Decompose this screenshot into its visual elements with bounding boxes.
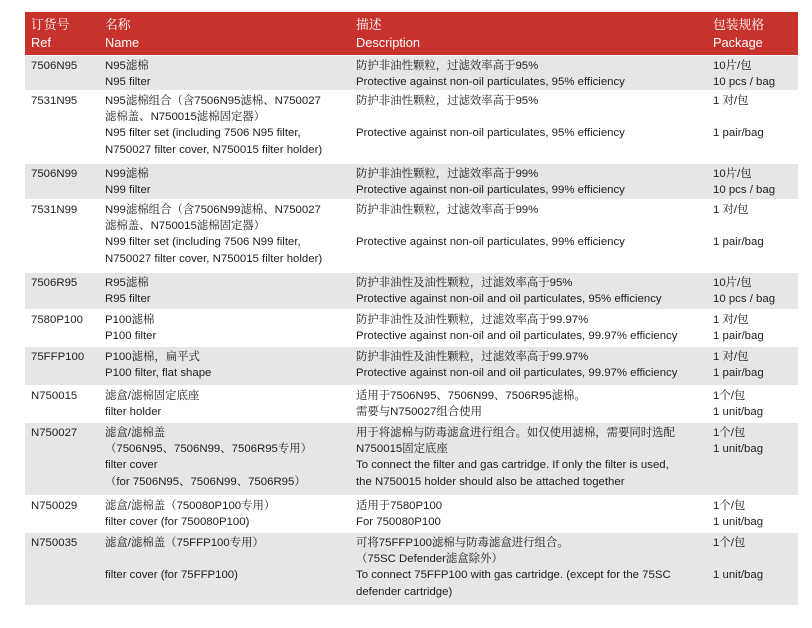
- cell-package-line: 1 对/包: [713, 314, 749, 326]
- cell-description-line: 用于将滤棉与防毒滤盒进行组合。如仅使用滤棉，需要同时选配: [356, 427, 675, 439]
- cell-ref: [25, 56, 105, 90]
- cell-name-line: P100滤棉，扁平式: [105, 351, 200, 363]
- cell-package-line: 1个/包: [713, 500, 746, 512]
- cell-package-line: 1 unit/bag: [713, 443, 764, 456]
- cell-description: [356, 310, 713, 346]
- table-row: [25, 385, 798, 422]
- table-row: [25, 346, 798, 385]
- cell-description: [356, 91, 713, 163]
- cell-package: [713, 347, 798, 385]
- header-name: 名称 Name: [105, 17, 140, 50]
- cell-ref-line: 7506R95: [31, 277, 78, 289]
- cell-description-line: Protective against non-oil and oil particulates, 99.97% efficiency: [356, 330, 678, 343]
- cell-name: [105, 310, 356, 346]
- cell-description: [356, 273, 713, 309]
- cell-name-line: 滤盒/滤棉盖（75FFP100专用）: [105, 537, 264, 549]
- cell-package-line: 1 pair/bag: [713, 367, 764, 380]
- cell-name-line: [105, 551, 356, 567]
- cell-package-line: 1 对/包: [713, 95, 749, 107]
- cell-package-line: [713, 457, 798, 473]
- cell-description-line: To connect 75FFP100 with gas cartridge. (except for the 75SC: [356, 569, 671, 582]
- cell-name-line: filter holder: [105, 406, 162, 419]
- cell-description-line: To connect the filter and gas cartridge. If only the filter is used,: [356, 459, 669, 472]
- cell-ref: [25, 533, 105, 605]
- table-row: [25, 90, 798, 163]
- cell-name-line: 滤盒/滤棉盖: [105, 427, 166, 439]
- cell-description: [356, 56, 713, 90]
- cell-description-line: [356, 142, 713, 158]
- cell-name-line: 滤盒/滤棉盖（750080P100专用）: [105, 500, 276, 512]
- cell-name-line: P100 filter, flat shape: [105, 367, 212, 380]
- cell-name-line: N99滤棉组合（含7506N99滤棉、N750027: [105, 204, 321, 216]
- cell-package-line: 10 pcs / bag: [713, 293, 776, 306]
- cell-package-line: [713, 251, 798, 267]
- cell-ref: [25, 423, 105, 495]
- cell-ref: [25, 200, 105, 272]
- table-row: [25, 199, 798, 272]
- cell-ref: [25, 496, 105, 532]
- cell-description: [356, 164, 713, 199]
- cell-name-line: R95滤棉: [105, 277, 149, 289]
- cell-description-line: Protective against non-oil particulates, 95% efficiency: [356, 76, 625, 89]
- table-body: [25, 55, 798, 605]
- cell-description-line: 适用于7580P100: [356, 500, 443, 512]
- cell-description-line: 防护非油性颗粒，过滤效率高于99%: [356, 168, 539, 180]
- cell-package: [713, 533, 798, 605]
- header-ref: 订货号 Ref: [31, 17, 70, 50]
- cell-name-line: 滤棉盖、N750015滤棉固定器）: [105, 111, 266, 124]
- cell-name: [105, 273, 356, 309]
- cell-package-line: [713, 218, 798, 234]
- cell-description-line: N750015固定底座: [356, 443, 448, 456]
- cell-description: [356, 386, 713, 422]
- cell-ref: [25, 310, 105, 346]
- cell-name: [105, 423, 356, 495]
- cell-name-line: N750027 filter cover, N750015 filter holder): [105, 252, 323, 265]
- cell-description-line: （75SC Defender滤盒除外）: [356, 553, 503, 566]
- cell-package-line: 1 pair/bag: [713, 330, 764, 343]
- cell-name-line: N95滤棉: [105, 60, 149, 72]
- cell-ref-line: 7531N99: [31, 204, 78, 216]
- cell-description: [356, 200, 713, 272]
- cell-name-line: N99 filter: [105, 184, 151, 197]
- cell-name-line: （7506N95、7506N99、7506R95专用）: [105, 443, 313, 456]
- cell-description: [356, 533, 713, 605]
- table-row: [25, 272, 798, 309]
- cell-description: [356, 347, 713, 385]
- cell-package-line: 10 pcs / bag: [713, 184, 776, 197]
- cell-ref-line: N750035: [31, 537, 78, 549]
- cell-package-line: 1 对/包: [713, 351, 749, 363]
- cell-ref: [25, 164, 105, 199]
- cell-package-line: 10片/包: [713, 168, 752, 180]
- table-row: [25, 163, 798, 199]
- cell-package: [713, 91, 798, 163]
- cell-package-line: 1 pair/bag: [713, 127, 764, 140]
- cell-name-line: 滤盒/滤棉固定底座: [105, 390, 200, 402]
- cell-package: [713, 164, 798, 199]
- cell-name-line: （for 7506N95、7506N99、7506R95）: [105, 475, 306, 488]
- cell-description-line: For 750080P100: [356, 516, 441, 529]
- header-package: 包装规格 Package: [713, 17, 765, 50]
- cell-name-line: filter cover: [105, 459, 158, 472]
- cell-name-line: filter cover (for 75FFP100): [105, 569, 238, 582]
- cell-description-line: 防护非油性及油性颗粒，过滤效率高于99.97%: [356, 351, 589, 363]
- cell-description-line: 防护非油性颗粒，过滤效率高于95%: [356, 95, 539, 107]
- table-row: [25, 532, 798, 605]
- cell-package: [713, 423, 798, 495]
- cell-package-line: 10 pcs / bag: [713, 76, 776, 89]
- cell-description: [356, 423, 713, 495]
- cell-description-line: 需要与N750027组合使用: [356, 406, 482, 419]
- cell-name: [105, 533, 356, 605]
- cell-name-line: filter cover (for 750080P100): [105, 516, 250, 529]
- cell-description-line: Protective against non-oil and oil particulates, 99.97% efficiency: [356, 367, 678, 380]
- cell-ref: [25, 386, 105, 422]
- cell-package-line: 1 unit/bag: [713, 569, 764, 582]
- cell-description-line: [356, 251, 713, 267]
- table-header: [25, 12, 798, 55]
- cell-name: [105, 386, 356, 422]
- cell-name: [105, 91, 356, 163]
- cell-description-line: [356, 109, 713, 125]
- cell-name: [105, 347, 356, 385]
- cell-name-line: N95 filter: [105, 76, 151, 89]
- table-row: [25, 495, 798, 532]
- cell-description: [356, 496, 713, 532]
- cell-ref-line: 7531N95: [31, 95, 78, 107]
- cell-package-line: 1 unit/bag: [713, 406, 764, 419]
- cell-package-line: [713, 474, 798, 490]
- cell-description-line: defender cartridge): [356, 585, 453, 598]
- table-row: [25, 309, 798, 346]
- cell-description-line: 防护非油性及油性颗粒，过滤效率高于99.97%: [356, 314, 589, 326]
- cell-package-line: [713, 551, 798, 567]
- cell-description-line: Protective against non-oil particulates, 95% efficiency: [356, 127, 625, 140]
- cell-package-line: 1个/包: [713, 390, 746, 402]
- cell-package: [713, 386, 798, 422]
- cell-description-line: 防护非油性颗粒，过滤效率高于95%: [356, 60, 539, 72]
- cell-description-line: Protective against non-oil particulates, 99% efficiency: [356, 184, 625, 197]
- cell-ref: [25, 273, 105, 309]
- cell-ref-line: 7506N95: [31, 60, 78, 72]
- cell-name-line: 滤棉盖、N750015滤棉固定器）: [105, 220, 266, 233]
- cell-package-line: 1个/包: [713, 537, 746, 549]
- cell-description-line: 可将75FFP100滤棉与防毒滤盒进行组合。: [356, 537, 569, 549]
- cell-name: [105, 496, 356, 532]
- cell-package: [713, 273, 798, 309]
- cell-name-line: [105, 584, 356, 600]
- cell-package-line: 1 对/包: [713, 204, 749, 216]
- cell-package-line: [713, 142, 798, 158]
- cell-description-line: Protective against non-oil particulates, 99% efficiency: [356, 236, 625, 249]
- cell-ref-line: N750015: [31, 390, 78, 402]
- cell-name-line: N99 filter set (including 7506 N99 filter,: [105, 236, 301, 249]
- cell-package: [713, 200, 798, 272]
- cell-package-line: [713, 584, 798, 600]
- cell-package: [713, 496, 798, 532]
- cell-name-line: P100 filter: [105, 330, 157, 343]
- cell-package-line: 1 unit/bag: [713, 516, 764, 529]
- cell-description-line: [356, 218, 713, 234]
- cell-name-line: P100滤棉: [105, 314, 155, 326]
- header-description: 描述 Description: [356, 17, 421, 50]
- cell-description-line: 防护非油性颗粒，过滤效率高于99%: [356, 204, 539, 216]
- cell-description-line: 防护非油性及油性颗粒，过滤效率高于95%: [356, 277, 573, 289]
- table-row: [25, 422, 798, 495]
- cell-package-line: [713, 109, 798, 125]
- cell-name-line: N750027 filter cover, N750015 filter holder): [105, 143, 323, 156]
- cell-package: [713, 56, 798, 90]
- cell-description-line: the N750015 holder should also be attached together: [356, 475, 625, 488]
- cell-name: [105, 56, 356, 90]
- cell-ref: [25, 347, 105, 385]
- cell-name-line: N95滤棉组合（含7506N95滤棉、N750027: [105, 95, 321, 107]
- cell-package: [713, 310, 798, 346]
- cell-package-line: 1 pair/bag: [713, 236, 764, 249]
- cell-name-line: N99滤棉: [105, 168, 149, 180]
- cell-ref-line: 7506N99: [31, 168, 78, 180]
- cell-package-line: 10片/包: [713, 277, 752, 289]
- cell-ref-line: 75FFP100: [31, 351, 85, 363]
- cell-ref-line: N750029: [31, 500, 78, 512]
- table-row: [25, 55, 798, 90]
- cell-name-line: N95 filter set (including 7506 N95 filter,: [105, 127, 301, 140]
- cell-name: [105, 164, 356, 199]
- cell-ref-line: 7580P100: [31, 314, 83, 326]
- product-table: [25, 12, 798, 605]
- cell-ref: [25, 91, 105, 163]
- cell-name: [105, 200, 356, 272]
- cell-description-line: Protective against non-oil and oil particulates, 95% efficiency: [356, 293, 662, 306]
- cell-package-line: 10片/包: [713, 60, 752, 72]
- cell-name-line: R95 filter: [105, 293, 151, 306]
- cell-ref-line: N750027: [31, 427, 78, 439]
- cell-package-line: 1个/包: [713, 427, 746, 439]
- cell-description-line: 适用于7506N95、7506N99、7506R95滤棉。: [356, 390, 586, 402]
